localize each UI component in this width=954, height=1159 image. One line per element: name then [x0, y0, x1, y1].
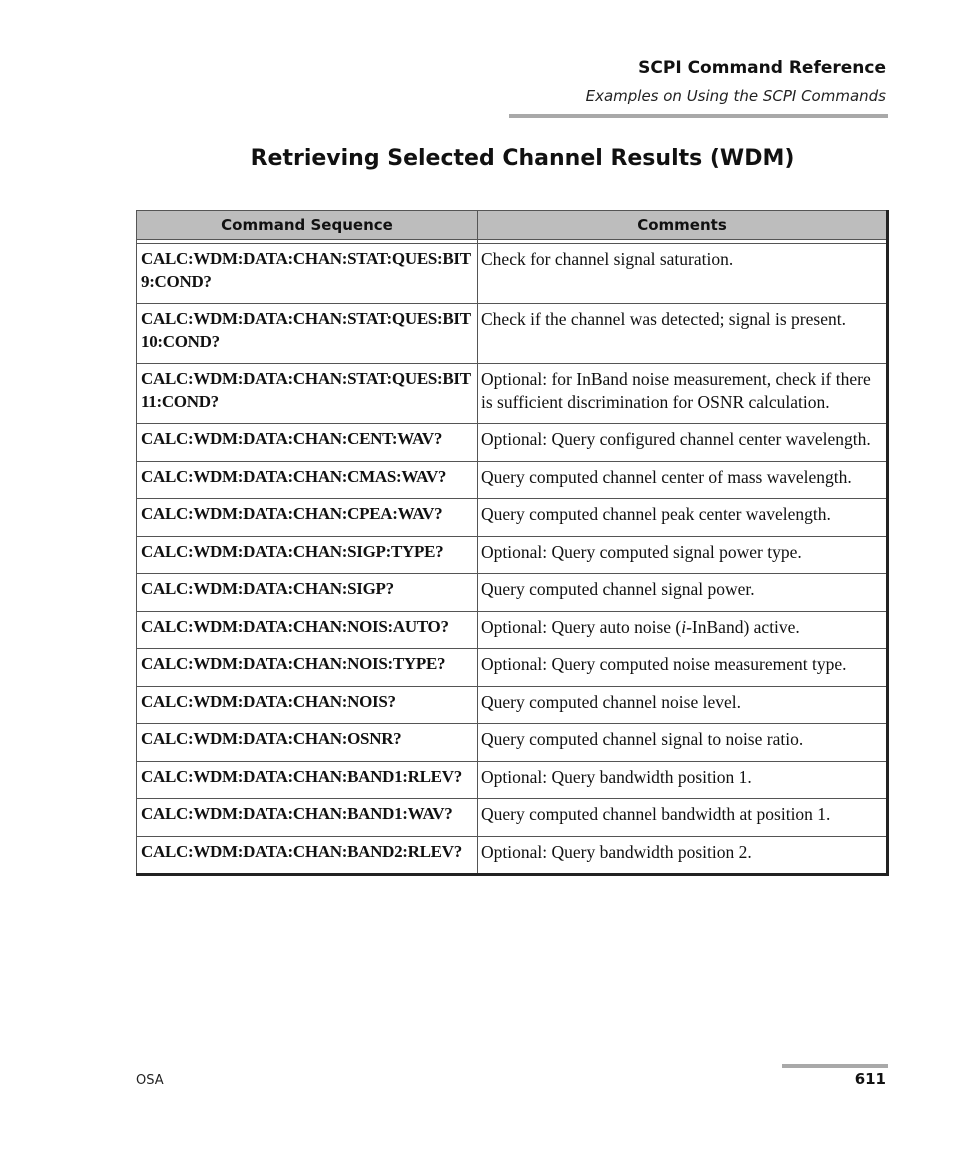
comment-cell: Query computed channel signal power.	[478, 574, 888, 612]
running-header-subtitle: Examples on Using the SCPI Commands	[585, 87, 886, 105]
comment-cell: Optional: Query configured channel center wavelength.	[478, 424, 888, 462]
command-cell: CALC:WDM:DATA:CHAN:BAND2:RLEV?	[137, 836, 478, 875]
running-header-title: SCPI Command Reference	[638, 58, 886, 78]
table-row	[137, 574, 888, 612]
command-cell: CALC:WDM:DATA:CHAN:BAND1:RLEV?	[137, 761, 478, 799]
comment-cell: Query computed channel center of mass wavelength.	[478, 461, 888, 499]
table-body	[137, 240, 888, 875]
table-row	[137, 724, 888, 762]
comment-text: Optional: Query auto noise (	[481, 616, 682, 637]
command-cell: CALC:WDM:DATA:CHAN:SIGP:TYPE?	[137, 536, 478, 574]
comment-cell: Check for channel signal saturation.	[478, 244, 888, 304]
header-rule	[509, 114, 888, 118]
command-cell: CALC:WDM:DATA:CHAN:CPEA:WAV?	[137, 499, 478, 537]
command-cell: CALC:WDM:DATA:CHAN:STAT:QUES:BIT10:COND?	[137, 304, 478, 364]
command-cell: CALC:WDM:DATA:CHAN:STAT:QUES:BIT9:COND?	[137, 244, 478, 304]
command-table	[136, 210, 889, 876]
command-cell: CALC:WDM:DATA:CHAN:NOIS:AUTO?	[137, 611, 478, 649]
table-row	[137, 424, 888, 462]
comment-cell: Optional: for InBand noise measurement, check if there is sufficient discrimination for OSNR calculation.	[478, 364, 888, 424]
footer-product: OSA	[136, 1073, 164, 1088]
comment-cell: Query computed channel peak center wavelength.	[478, 499, 888, 537]
command-cell: CALC:WDM:DATA:CHAN:NOIS:TYPE?	[137, 649, 478, 687]
comment-cell: Optional: Query bandwidth position 1.	[478, 761, 888, 799]
comment-cell: Query computed channel signal to noise ratio.	[478, 724, 888, 762]
comment-text: -InBand) active.	[686, 616, 800, 637]
table-row	[137, 761, 888, 799]
table-header-row	[137, 211, 888, 240]
comment-cell: Optional: Query bandwidth position 2.	[478, 836, 888, 875]
table-row	[137, 836, 888, 875]
column-header-command: Command Sequence	[137, 211, 478, 240]
section-title: Retrieving Selected Channel Results (WDM)	[250, 146, 795, 171]
command-cell: CALC:WDM:DATA:CHAN:CMAS:WAV?	[137, 461, 478, 499]
comment-cell: Query computed channel noise level.	[478, 686, 888, 724]
command-cell: CALC:WDM:DATA:CHAN:NOIS?	[137, 686, 478, 724]
table-row	[137, 536, 888, 574]
table-row	[137, 499, 888, 537]
column-header-comments: Comments	[478, 211, 888, 240]
command-cell: CALC:WDM:DATA:CHAN:SIGP?	[137, 574, 478, 612]
table-row	[137, 304, 888, 364]
command-cell: CALC:WDM:DATA:CHAN:CENT:WAV?	[137, 424, 478, 462]
table-row	[137, 799, 888, 837]
comment-cell: Optional: Query computed signal power type.	[478, 536, 888, 574]
footer-rule	[782, 1064, 888, 1068]
comment-cell: Check if the channel was detected; signal is present.	[478, 304, 888, 364]
comment-cell	[478, 611, 888, 649]
table-row	[137, 244, 888, 304]
command-cell: CALC:WDM:DATA:CHAN:OSNR?	[137, 724, 478, 762]
table-row	[137, 364, 888, 424]
table-row	[137, 649, 888, 687]
table-row	[137, 461, 888, 499]
comment-cell: Optional: Query computed noise measurement type.	[478, 649, 888, 687]
command-cell: CALC:WDM:DATA:CHAN:STAT:QUES:BIT11:COND?	[137, 364, 478, 424]
comment-cell: Query computed channel bandwidth at position 1.	[478, 799, 888, 837]
table-row	[137, 611, 888, 649]
comment-emphasis: i	[681, 616, 687, 637]
table-row	[137, 686, 888, 724]
command-cell: CALC:WDM:DATA:CHAN:BAND1:WAV?	[137, 799, 478, 837]
page-number: 611	[854, 1070, 886, 1088]
